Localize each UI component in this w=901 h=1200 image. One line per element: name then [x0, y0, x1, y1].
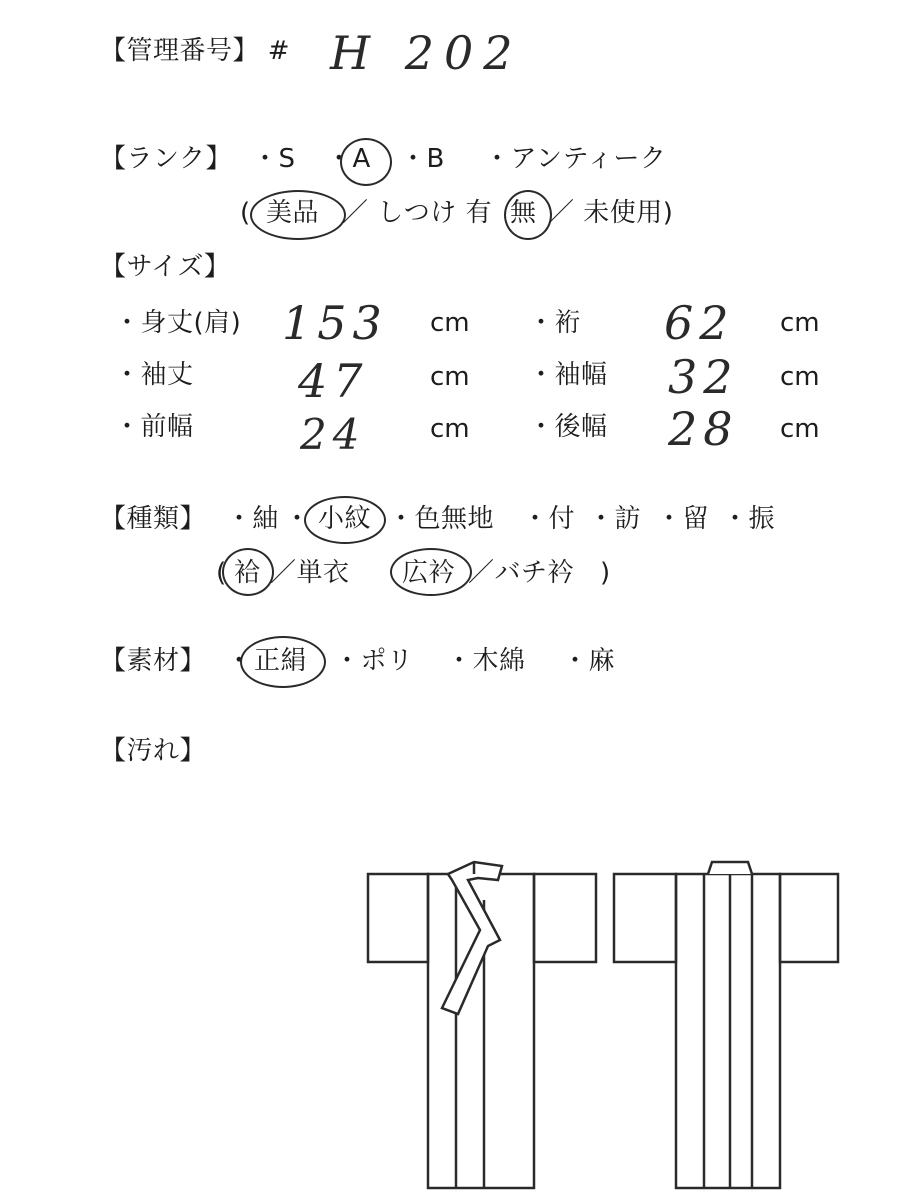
material-label: 【素材】: [100, 646, 207, 676]
size-row2-label: ・袖丈: [114, 360, 194, 390]
material-silk: 正絹: [254, 646, 308, 676]
type-bachieri: ／バチ衿: [468, 558, 575, 588]
size-row2-label2: ・袖幅: [528, 360, 608, 390]
type-label: 【種類】: [100, 504, 207, 534]
condition-unused: ／ 未使用): [548, 198, 674, 228]
management-label: 【管理番号】 #: [100, 36, 291, 66]
size-row3-label: ・前幅: [114, 412, 194, 442]
condition-basting: ／ しつけ 有: [342, 198, 493, 228]
size-row3-value2: 28: [668, 402, 739, 456]
rank-option-s: ・S: [252, 144, 296, 174]
condition-open-paren: (: [240, 198, 251, 228]
size-row2-value2: 32: [668, 350, 739, 404]
material-hemp: ・麻: [562, 646, 616, 676]
condition-none: 無: [510, 198, 537, 228]
size-row2-unit: cm: [430, 362, 470, 392]
kimono-back-diagram: [614, 862, 838, 1188]
size-row1-label2: ・裄: [528, 308, 582, 338]
type-tome: ・留: [656, 504, 710, 534]
back-left-sleeve: [614, 874, 676, 962]
type-komon: 小紋: [318, 504, 372, 534]
size-row2-unit2: cm: [780, 362, 820, 392]
kimono-front-diagram: [368, 862, 596, 1188]
management-number: H 202: [330, 26, 523, 80]
size-row3-unit2: cm: [780, 414, 820, 444]
size-row1-label: ・身丈(肩): [114, 308, 242, 338]
material-dot: ・: [226, 646, 253, 676]
type-dot: ・: [284, 504, 311, 534]
material-poly: ・ポリ: [334, 646, 414, 676]
type-awase: 袷: [234, 558, 261, 588]
stain-label: 【汚れ】: [100, 736, 207, 766]
size-row3-label2: ・後幅: [528, 412, 608, 442]
size-row1-value: 153: [282, 296, 388, 350]
rank-option-b: ・B: [400, 144, 445, 174]
size-row2-value: 47: [298, 354, 369, 408]
size-row3-unit: cm: [430, 414, 470, 444]
rank-option-antique: ・アンティーク: [484, 144, 667, 174]
type-houmon: ・訪: [588, 504, 642, 534]
front-left-sleeve: [368, 874, 428, 962]
front-right-sleeve: [534, 874, 596, 962]
type-furi: ・振: [722, 504, 776, 534]
type-hitoe: ／単衣: [270, 558, 350, 588]
type-hiroeri: 広衿: [402, 558, 456, 588]
rank-option-a: ・A: [326, 144, 371, 174]
type-open-paren: (: [216, 558, 227, 588]
size-label: 【サイズ】: [100, 252, 231, 282]
type-tsuke: ・付: [522, 504, 576, 534]
type-iromuji: ・色無地: [388, 504, 495, 534]
size-row1-value2: 62: [664, 296, 735, 350]
back-collar: [708, 862, 752, 874]
type-tsumugi: ・紬: [226, 504, 280, 534]
rank-label: 【ランク】: [100, 144, 232, 174]
type-close-paren: ): [600, 558, 611, 588]
back-body: [676, 874, 780, 1188]
material-cotton: ・木綿: [446, 646, 526, 676]
size-row1-unit2: cm: [780, 308, 820, 338]
condition-mint: 美品: [266, 198, 320, 228]
size-row1-unit: cm: [430, 308, 470, 338]
size-row3-value: 24: [300, 410, 366, 459]
back-right-sleeve: [780, 874, 838, 962]
